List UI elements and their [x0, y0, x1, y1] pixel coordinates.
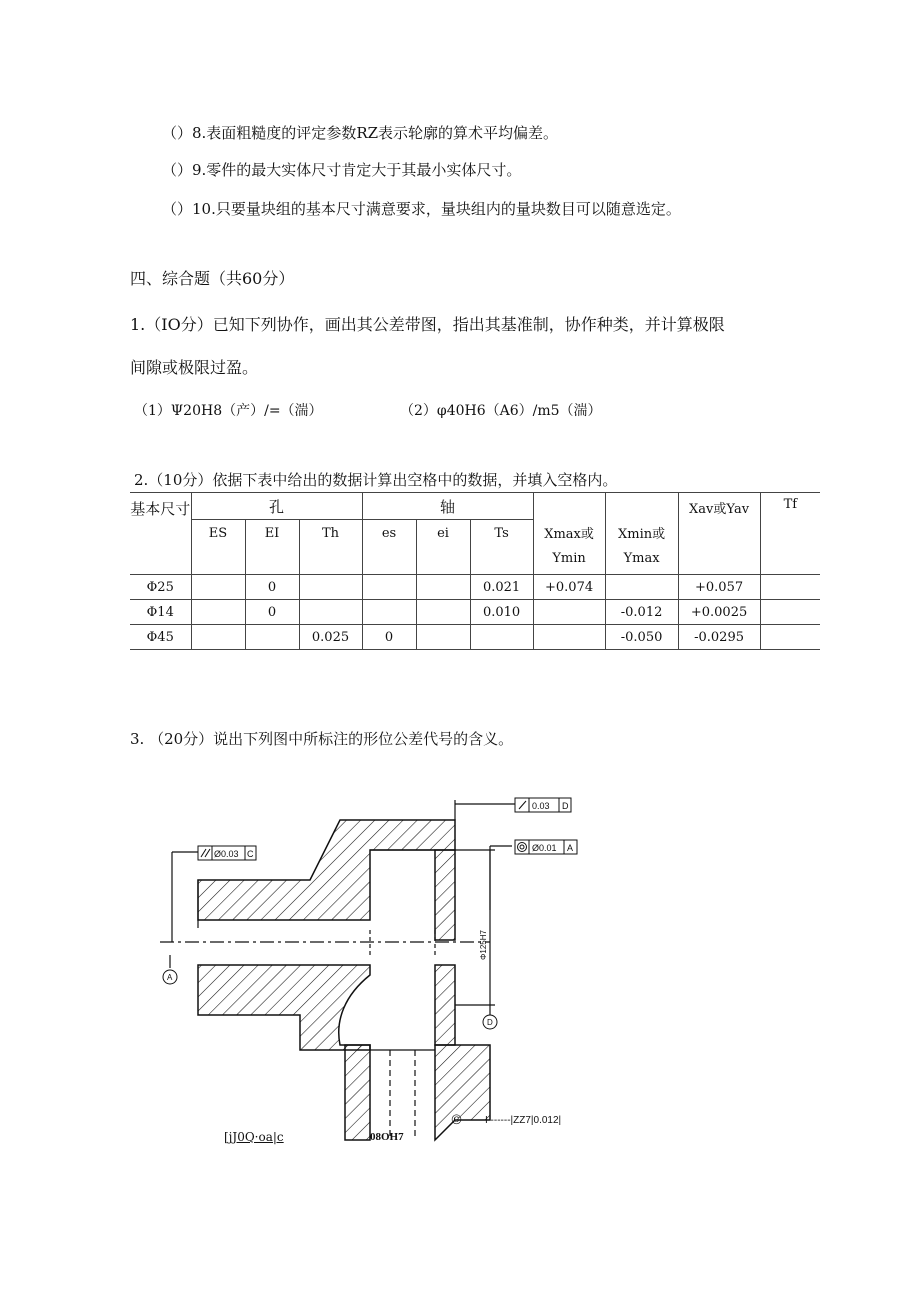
table-cell [533, 600, 605, 625]
tf-question-10: （）10.只要量块组的基本尺寸满意要求，量块组内的量块数目可以随意选定。 [162, 200, 681, 218]
table-cell: 0.025 [299, 625, 362, 650]
q1-item1: （1）Ψ20H8（产）/=（湍） [134, 403, 323, 419]
table-cell: -0.050 [605, 625, 678, 650]
caption-middle: 08OH7 [370, 1131, 404, 1143]
header-es: es [362, 520, 416, 575]
table-row [130, 600, 820, 625]
tolerance-table [130, 492, 820, 650]
table-cell: +0.074 [533, 575, 605, 600]
table-cell [760, 625, 820, 650]
tf-question-8: （）8.表面粗糙度的评定参数RZ表示轮廓的算术平均偏差。 [162, 124, 559, 142]
fcf-top-value: 0.03 [532, 801, 550, 811]
tf-question-9: （）9.零件的最大实体尺寸肯定大于其最小实体尺寸。 [162, 161, 522, 179]
header-xmax: Xmax或Ymin [533, 493, 605, 575]
header-xav: Xav或Yav [678, 493, 760, 575]
table-cell: Φ14 [130, 600, 191, 625]
header-EI: EI [245, 520, 299, 575]
vertical-dimension: Φ125H7 [479, 930, 488, 960]
fcf-left-datum: C [247, 849, 254, 859]
table-cell [760, 600, 820, 625]
table-cell [191, 600, 245, 625]
header-ei: ei [416, 520, 470, 575]
header-ES: ES [191, 520, 245, 575]
caption-left: [jJ0Q·oa|c [224, 1130, 284, 1144]
fcf-right-datum: A [567, 843, 574, 853]
table-cell [470, 625, 533, 650]
table-cell [245, 625, 299, 650]
table-cell: 0.010 [470, 600, 533, 625]
q2-text: 2.（10分）依据下表中给出的数据计算出空格中的数据，并填入空格内。 [134, 471, 618, 489]
table-cell [362, 600, 416, 625]
fcf-left-value: Ø0.03 [214, 849, 239, 859]
table-cell [416, 600, 470, 625]
table-cell: 0 [362, 625, 416, 650]
header-Ts: Ts [470, 520, 533, 575]
fcf-top-datum: D [562, 801, 569, 811]
table-cell [605, 575, 678, 600]
table-cell [362, 575, 416, 600]
technical-drawing [150, 790, 590, 1150]
q1-line2: 间隙或极限过盈。 [130, 358, 259, 377]
table-cell [191, 625, 245, 650]
table-cell: 0 [245, 600, 299, 625]
header-hole: 孔 [191, 493, 362, 520]
datum-d-label: D [487, 1018, 493, 1027]
q1-item2: （2）φ40H6（A6）/m5（湍） [400, 403, 602, 419]
table-row [130, 575, 820, 600]
section-title: 四、综合题（共60分） [130, 269, 295, 288]
header-Th: Th [299, 520, 362, 575]
q1-line1: 1.（IO分）已知下列协作，画出其公差带图，指出其基准制，协作种类，并计算极限 [130, 315, 725, 334]
table-cell [299, 600, 362, 625]
header-xmin: Xmin或Ymax [605, 493, 678, 575]
table-cell: +0.0025 [678, 600, 760, 625]
table-cell: Φ45 [130, 625, 191, 650]
table-cell [299, 575, 362, 600]
table-cell: 0.021 [470, 575, 533, 600]
datum-a-label: A [167, 973, 173, 982]
table-cell [533, 625, 605, 650]
caption-copyright: © [450, 1113, 463, 1128]
table-cell: 0 [245, 575, 299, 600]
table-cell: -0.012 [605, 600, 678, 625]
header-basic-size: 基本尺寸 [130, 493, 191, 575]
header-shaft: 轴 [362, 493, 533, 520]
table-cell [416, 575, 470, 600]
table-row [130, 625, 820, 650]
fcf-right-value: Ø0.01 [532, 843, 557, 853]
table-cell [191, 575, 245, 600]
table-cell: -0.0295 [678, 625, 760, 650]
table-cell [760, 575, 820, 600]
q3-text: 3. （20分）说出下列图中所标注的形位公差代号的含义。 [130, 730, 514, 748]
caption-right: I ------|ZZ7|0.012| [485, 1115, 562, 1126]
header-tf: Tf [760, 493, 820, 575]
table-cell: +0.057 [678, 575, 760, 600]
table-cell [416, 625, 470, 650]
table-cell: Φ25 [130, 575, 191, 600]
